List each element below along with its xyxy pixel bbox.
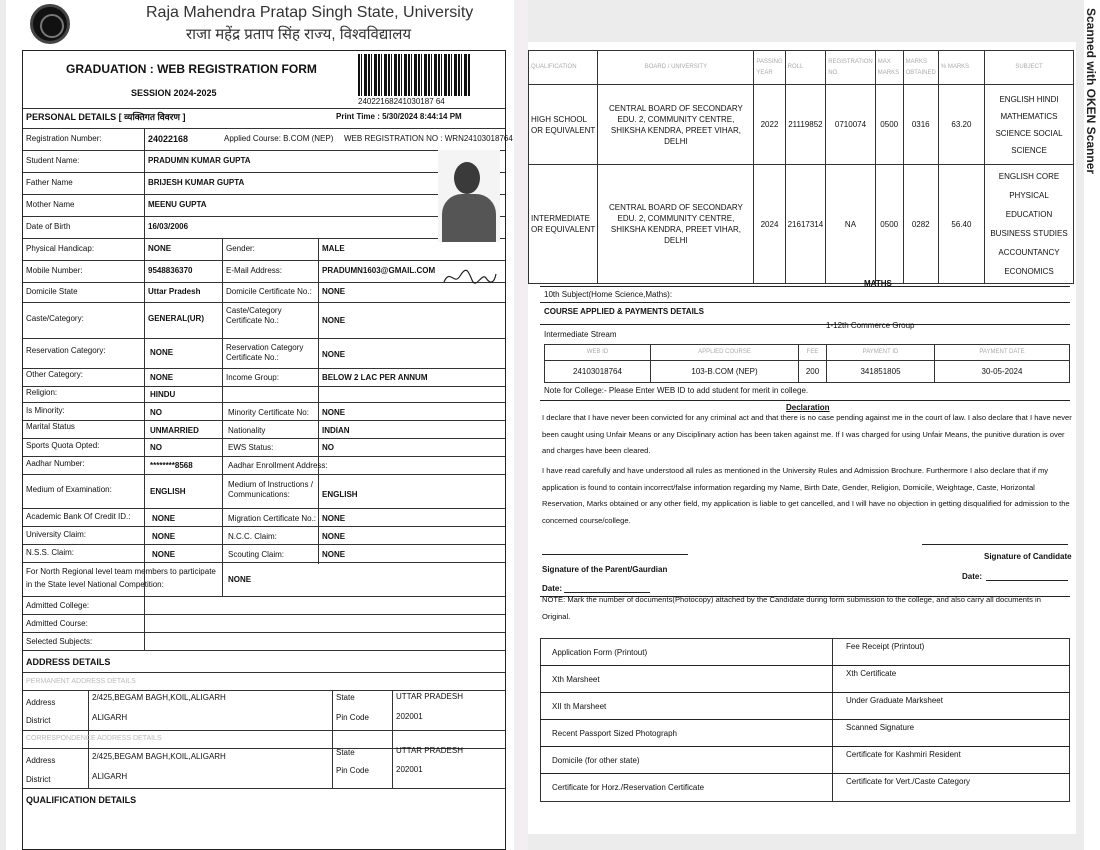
dob-value: 16/03/2006 [148,222,189,231]
north-regional-label: For North Regional level team members to participate in the State level National Competition: [26,567,216,589]
nss-claim-label: N.S.S. Claim: [26,548,75,557]
caste-label: Caste/Category: [26,314,84,323]
pay-payment-id: 341851805 [827,361,935,383]
university-claim-label: University Claim: [26,530,87,539]
student-name-label: Student Name: [26,156,80,165]
doc-item-domicile: Domicile (for other state) [552,756,640,765]
physical-handicap-label: Physical Handicap: [26,244,95,253]
doc-item-scanned-signature: Scanned Signature [846,723,915,732]
dob-label: Date of Birth [26,222,71,231]
domicile-state-label: Domicile State [26,287,78,296]
pay-header-payment-date: PAYMENT DATE [935,345,1070,361]
ncc-claim-value: NONE [322,532,346,541]
email-value: PRADUMN1603@GMAIL.COM [322,266,436,275]
other-category-label: Other Category: [26,370,83,379]
mother-name-value: MEENU GUPTA [148,200,207,209]
student-name-value: PRADUMN KUMAR GUPTA [148,156,251,165]
tenth-subject-value: MATHS [864,279,892,288]
university-name-hindi: राजा महेंद्र प्रताप सिंह राज्य, विश्वविद्यालय [186,26,412,43]
qual-subjects: ENGLISH HINDI MATHEMATICS SCIENCE SOCIAL SCIENCE [985,85,1074,165]
qual-header-subject: SUBJECT [985,51,1074,85]
college-note: Note for College:- Please Enter WEB ID to add student for merit in college. [544,386,809,395]
qual-roll: 21119852 [785,85,826,165]
qual-name: HIGH SCHOOL OR EQUIVALENT [529,85,598,165]
pay-header-course: APPLIED COURSE [651,345,799,361]
nationality-value: INDIAN [322,426,350,435]
minority-value: NO [150,408,162,417]
qual-board: CENTRAL BOARD OF SECONDARY EDU. 2, COMMUNITY CENTRE, SHIKSHA KENDRA, PREET VIHAR, DELHI [598,165,754,284]
intermediate-stream-label: Intermediate Stream [544,330,617,339]
mobile-label: Mobile Number: [26,266,83,275]
barcode-icon [358,54,470,96]
ews-status-label: EWS Status: [228,443,274,452]
permanent-pin-value: 202001 [396,712,423,721]
qual-reg: 0710074 [826,85,876,165]
tenth-subject-label: 10th Subject(Home Science,Maths): [544,290,673,299]
medium-exam-label: Medium of Examination: [26,485,112,494]
qual-name: INTERMEDIATE OR EQUIVALENT [529,165,598,284]
applied-course-label: Applied Course: B.COM (NEP) [224,134,334,143]
qual-percent: 63.20 [938,85,984,165]
mother-name-label: Mother Name [26,200,75,209]
correspondence-pin-value: 202001 [396,765,423,774]
abc-id-label: Academic Bank Of Credit ID.: [26,512,131,521]
state-label: State [336,693,355,702]
medium-instruction-label: Medium of Instructions / Communications: [228,480,313,499]
intermediate-stream-value: 1-12th Commerce Group [826,321,915,330]
migration-cert-value: NONE [322,514,346,523]
caste-value: GENERAL(UR) [148,314,204,323]
session-label: SESSION 2024-2025 [131,88,217,98]
qualification-details-heading: QUALIFICATION DETAILS [26,795,137,805]
religion-value: HINDU [150,390,176,399]
scouting-claim-value: NONE [322,550,346,559]
minority-cert-value: NONE [322,408,346,417]
caste-cert-label: Caste/Category Certificate No.: [226,306,282,325]
table-row [529,85,1074,165]
student-photo [438,150,500,242]
migration-cert-label: Migration Certificate No.: [228,514,317,523]
qual-header-year: PASSING YEAR [754,51,785,85]
qual-max: 0500 [875,85,903,165]
scanner-watermark [1084,0,1100,850]
doc-item-xiith-marksheet: XII th Marsheet [552,702,607,711]
scouting-claim-label: Scouting Claim: [228,550,285,559]
correspondence-address-value: 2/425,BEGAM BAGH,KOIL,ALIGARH [92,752,226,761]
documents-checklist [540,638,1070,802]
scanner-text: Scanned with OKEN Scanner [1084,8,1098,175]
address-details-heading: ADDRESS DETAILS [26,657,111,667]
permanent-address-value: 2/425,BEGAM BAGH,KOIL,ALIGARH [92,693,226,702]
barcode-number: 24022168241030187 64 [358,97,445,106]
declaration-heading: Declaration [786,403,830,412]
personal-details-heading: PERSONAL DETAILS [ व्यक्तिगत विवरण ] [26,112,186,122]
qualification-table [528,50,1074,284]
form-page-2 [528,42,1076,834]
gender-label: Gender: [226,244,255,253]
declaration-paragraph-2: I have read carefully and have understood all rules as mentioned in the University Rules and Admission Brochure. Furthermore I also declare that if my application is found to contain incorrect/false information regarding my Name, Birth Date, Gender, Religion, Domicile, Weightage, Caste, Horizontal Reservation, Marks obtained or any other field, my application is liable to get cancelled, and I will have no objection in getting disqualified for admission to the concerned course/college. [542,466,1070,525]
qual-header-reg: REGISTRATION NO. [826,51,876,85]
marital-status-label: Marital Status [26,422,75,431]
qual-header-qualification: QUALIFICATION [529,51,598,85]
parent-date-label: Date: [542,584,563,593]
pin-code-label-2: Pin Code [336,766,369,775]
district-label-2: District [26,775,51,784]
marital-status-value: UNMARRIED [150,426,199,435]
caste-cert-value: NONE [322,316,346,325]
minority-label: Is Minority: [26,406,65,415]
ncc-claim-label: N.C.C. Claim: [228,532,277,541]
doc-item-xth-certificate: Xth Certificate [846,669,897,678]
parent-signature-label: Signature of the Parent/Gaurdian [542,565,668,574]
registration-number-value: 24022168 [148,134,189,144]
student-signature-icon [442,266,498,288]
doc-item-horz-reservation: Certificate for Horz./Reservation Certificate [552,783,705,792]
candidate-signature-label: Signature of Candidate [984,552,1072,561]
nss-claim-value: NONE [152,550,176,559]
admitted-college-label: Admitted College: [26,601,90,610]
pay-course: 103-B.COM (NEP) [651,361,799,383]
pin-code-label: Pin Code [336,713,369,722]
qual-roll: 21617314 [785,165,826,284]
address-label: Address [26,698,56,707]
pay-webid: 24103018764 [545,361,651,383]
qual-year: 2024 [754,165,785,284]
reservation-category-label: Reservation Category: [26,346,106,355]
correspondence-district-value: ALIGARH [92,772,128,781]
form-title: GRADUATION : WEB REGISTRATION FORM [66,62,317,76]
sports-quota-label: Sports Quota Opted: [26,441,100,450]
qual-obtained: 0316 [903,85,938,165]
doc-item-caste-category: Certificate for Vert./Caste Category [846,777,971,786]
aadhar-label: Aadhar Number: [26,459,85,468]
permanent-district-value: ALIGARH [92,713,128,722]
qual-board: CENTRAL BOARD OF SECONDARY EDU. 2, COMMUNITY CENTRE, SHIKSHA KENDRA, PREET VIHAR, DELHI [598,85,754,165]
income-group-value: BELOW 2 LAC PER ANNUM [322,373,428,382]
father-name-label: Father Name [26,178,73,187]
qual-subjects: ENGLISH CORE PHYSICAL EDUCATION BUSINESS STUDIES ACCOUNTANCY ECONOMICS [985,165,1074,284]
medium-instruction-value: ENGLISH [322,490,358,499]
doc-item-fee-receipt: Fee Receipt (Printout) [846,642,925,651]
domicile-cert-label: Domicile Certificate No.: [226,287,312,296]
doc-item-passport-photo: Recent Passport Sized Photograph [552,729,677,738]
abc-id-value: NONE [152,514,176,523]
qual-header-roll: ROLL [785,51,826,85]
university-name-english: Raja Mahendra Pratap Singh State, University [146,4,474,21]
aadhar-value: ********8568 [150,461,193,470]
gender-value: MALE [322,244,345,253]
reservation-cert-value: NONE [322,350,346,359]
print-time: Print Time : 5/30/2024 8:44:14 PM [336,112,462,121]
doc-item-ug-marksheet: Under Graduate Marksheet [846,696,943,705]
form-page-1 [6,0,514,850]
north-regional-value: NONE [228,575,252,584]
sports-quota-value: NO [150,443,162,452]
mobile-value: 9548836370 [148,266,193,275]
nationality-label: Nationality [228,426,266,435]
course-payment-heading: COURSE APPLIED & PAYMENTS DETAILS [544,307,705,316]
domicile-cert-value: NONE [322,287,346,296]
qual-max: 0500 [875,165,903,284]
email-label: E-Mail Address: [226,266,283,275]
district-label: District [26,716,51,725]
doc-item-xth-marksheet: Xth Marsheet [552,675,600,684]
doc-item-kashmiri-resident: Certificate for Kashmiri Resident [846,750,961,759]
qual-percent: 56.40 [938,165,984,284]
page-gutter [514,0,528,850]
correspondence-address-heading: CORRESPONDENCE ADDRESS DETAILS [26,735,162,742]
qual-header-percent: % MARKS [938,51,984,85]
qual-year: 2022 [754,85,785,165]
registration-number-label: Registration Number: [26,134,102,143]
correspondence-state-value: UTTAR PRADESH [396,746,463,755]
payment-table [544,344,1070,383]
doc-item-application-form: Application Form (Printout) [552,648,648,657]
minority-cert-label: Minority Certificate No: [228,408,309,417]
religion-label: Religion: [26,388,58,397]
pay-header-fee: FEE [799,345,827,361]
web-registration-label: WEB REGISTRATION NO : WRN24103018764 [344,134,513,143]
table-row [529,165,1074,284]
pay-fee: 200 [799,361,827,383]
ews-status-value: NO [322,443,334,452]
pay-header-webid: WEB ID [545,345,651,361]
university-seal-icon [30,4,70,44]
state-label-2: State [336,748,355,757]
documents-note: NOTE: Mark the number of documents(Photocopy) attached by the Candidate during form submission to the college, and also carry all documents in Original. [542,595,1041,621]
aadhar-enrollment-label: Aadhar Enrollment Address: [228,461,328,470]
declaration-paragraph-1: I declare that I have never been convicted for any criminal act and that there is no case pending against me in the court of law. I also declare that I have never been caught using Unfair Means or any Disciplinary action has been taken against me. If I was charged for using Unfair Means, the punitive duration is over and charges have been cleared. [542,413,1072,455]
reservation-cert-label: Reservation Category Certificate No.: [226,343,304,362]
qual-reg: NA [826,165,876,284]
candidate-date-label: Date: [962,572,983,581]
table-row [545,361,1070,383]
other-category-value: NONE [150,373,174,382]
selected-subjects-label: Selected Subjects: [26,637,93,646]
permanent-address-heading: PERMANENT ADDRESS DETAILS [26,678,136,685]
address-label-2: Address [26,756,56,765]
domicile-state-value: Uttar Pradesh [148,287,201,296]
qual-header-board: BOARD / UNIVERSITY [598,51,754,85]
qual-header-max: MAX MARKS [875,51,903,85]
admitted-course-label: Admitted Course: [26,619,88,628]
father-name-value: BRIJESH KUMAR GUPTA [148,178,245,187]
pay-header-payment-id: PAYMENT ID [827,345,935,361]
medium-exam-value: ENGLISH [150,487,186,496]
qual-header-obtained: MARKS OBTAINED [903,51,938,85]
permanent-state-value: UTTAR PRADESH [396,692,463,701]
university-claim-value: NONE [152,532,176,541]
income-group-label: Income Group: [226,373,279,382]
reservation-category-value: NONE [150,348,174,357]
qual-obtained: 0282 [903,165,938,284]
pay-payment-date: 30-05-2024 [935,361,1070,383]
physical-handicap-value: NONE [148,244,172,253]
